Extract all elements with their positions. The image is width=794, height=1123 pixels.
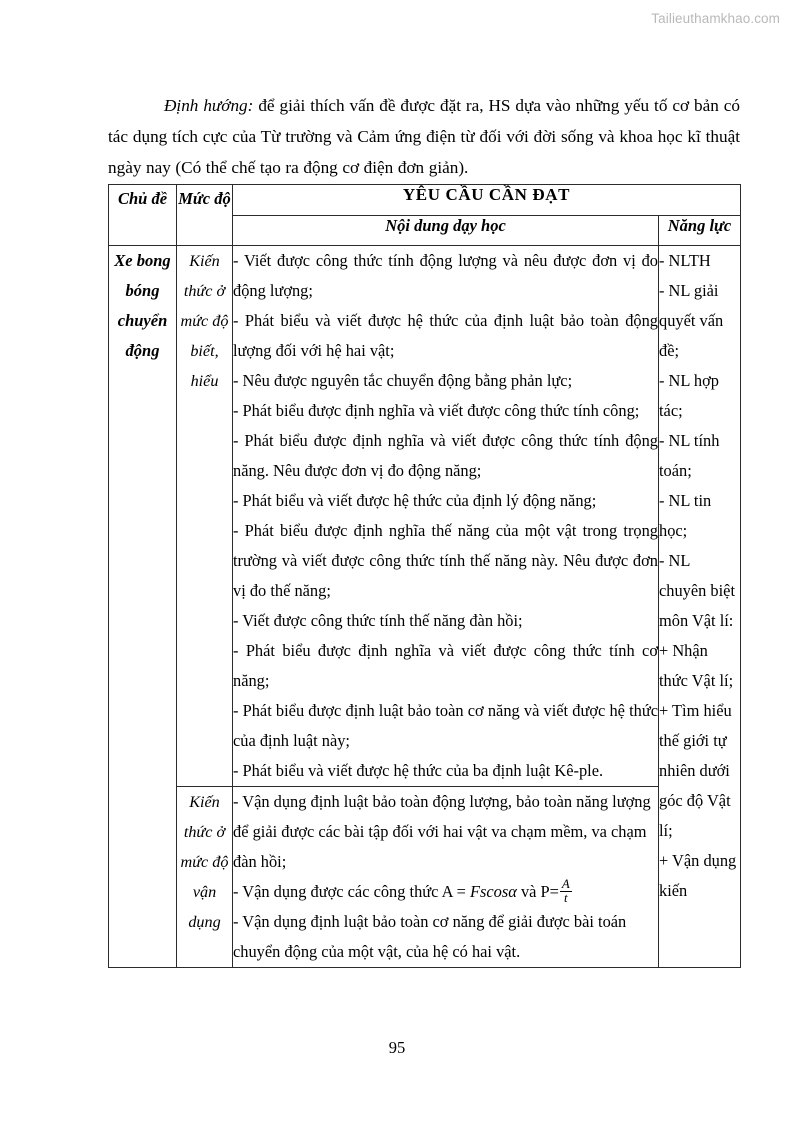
table-row-knowledge-basic [109,246,741,787]
header-level: Mức độ [177,185,233,246]
cell-ability-list [659,246,741,968]
content-line: - Viết được công thức tính thế năng đàn hồi; [233,611,523,630]
cell-content-basic [233,246,659,787]
content-line: - Phát biểu và viết được hệ thức của ba định luật Kê-ple. [233,761,604,780]
formula-fraction [560,878,572,906]
requirements-table [108,184,741,968]
ability-line: - NL chuyên biệt môn Vật lí: [659,551,736,630]
intro-paragraph [108,90,740,183]
header-requirements: YÊU CẦU CẦN ĐẠT [233,185,741,216]
formula-prefix: - Vận dụng được các công thức A = [233,882,471,901]
cell-level-applied: Kiến thức ở mức độ vận dụng [177,787,233,968]
ability-line: - NL hợp tác; [659,371,719,420]
formula-expression: Fscosα [470,882,517,901]
table-row-knowledge-applied [109,787,741,968]
intro-body-text: để giải thích vấn đề được đặt ra, HS dựa vào những yếu tố cơ bản có tác dụng tích cực của Từ trường và Cảm ứng điện từ đối với đời sống và khoa học kĩ thuật ngày nay (Có thể chế tạo ra động cơ điện đơn giản). [108,96,740,177]
fraction-numerator: A [561,876,570,891]
watermark-label: Tailieuthamkhao.com [651,11,780,26]
content-line: - Vận dụng định luật bảo toàn động lượng, bảo toàn năng lượng để giải được các bài tập đối với hai vật va chạm mềm, va chạm đàn hồi; [233,792,651,871]
table-header-row-1 [109,185,741,216]
content-line: - Nêu được nguyên tắc chuyển động bằng phản lực; [233,371,573,390]
content-line: - Vận dụng định luật bảo toàn cơ năng để giải được bài toán chuyển động của một vật, của hệ có hai vật. [233,912,627,961]
formula-middle: và P= [516,882,559,901]
content-line: - Phát biểu được định nghĩa và viết được công thức tính công; [233,401,640,420]
ability-line: + Tìm hiểu thế giới tự nhiên dưới góc độ Vật lí; [659,701,732,840]
requirements-table-wrapper [108,184,740,968]
intro-lead-label: Định hướng: [164,96,254,115]
content-line: - Phát biểu và viết được hệ thức của định lý động năng; [233,491,597,510]
content-formula-line [233,877,658,907]
page-number: 95 [388,1038,406,1057]
content-line: - Phát biểu được định nghĩa thế năng của một vật trong trọng trường và viết được công thức tính thế năng này. Nêu được đơn vị đo thế năng; [233,521,658,600]
ability-line: + Vận dụng kiến [659,851,737,900]
content-line: - Phát biểu được định nghĩa và viết được công thức tính động năng. Nêu được đơn vị đo động năng; [233,431,658,480]
content-line: - Phát biểu được định nghĩa và viết được công thức tính cơ năng; [233,641,658,690]
ability-line: + Nhận thức Vật lí; [659,641,734,690]
cell-level-basic: Kiến thức ở mức độ biết, hiểu [177,246,233,787]
content-line: - Phát biểu và viết được hệ thức của định luật bảo toàn động lượng đối với hệ hai vật; [233,311,658,360]
ability-line: - NL tin học; [659,491,712,540]
ability-line: - NLTH [659,251,711,270]
fraction-denominator: t [564,891,568,906]
ability-line: - NL tính toán; [659,431,720,480]
header-topic: Chủ đề [109,185,177,246]
content-line: - Phát biểu được định luật bảo toàn cơ năng và viết được hệ thức của định luật này; [233,701,658,750]
content-line: - Viết được công thức tính động lượng và nêu được đơn vị đo động lượng; [233,251,658,300]
header-teaching-content: Nội dung dạy học [233,216,659,246]
cell-topic-value: Xe bong bóng chuyển động [109,246,177,968]
ability-line: - NL giải quyết vấn đề; [659,281,724,360]
cell-content-applied [233,787,659,968]
header-ability: Năng lực [659,216,741,246]
